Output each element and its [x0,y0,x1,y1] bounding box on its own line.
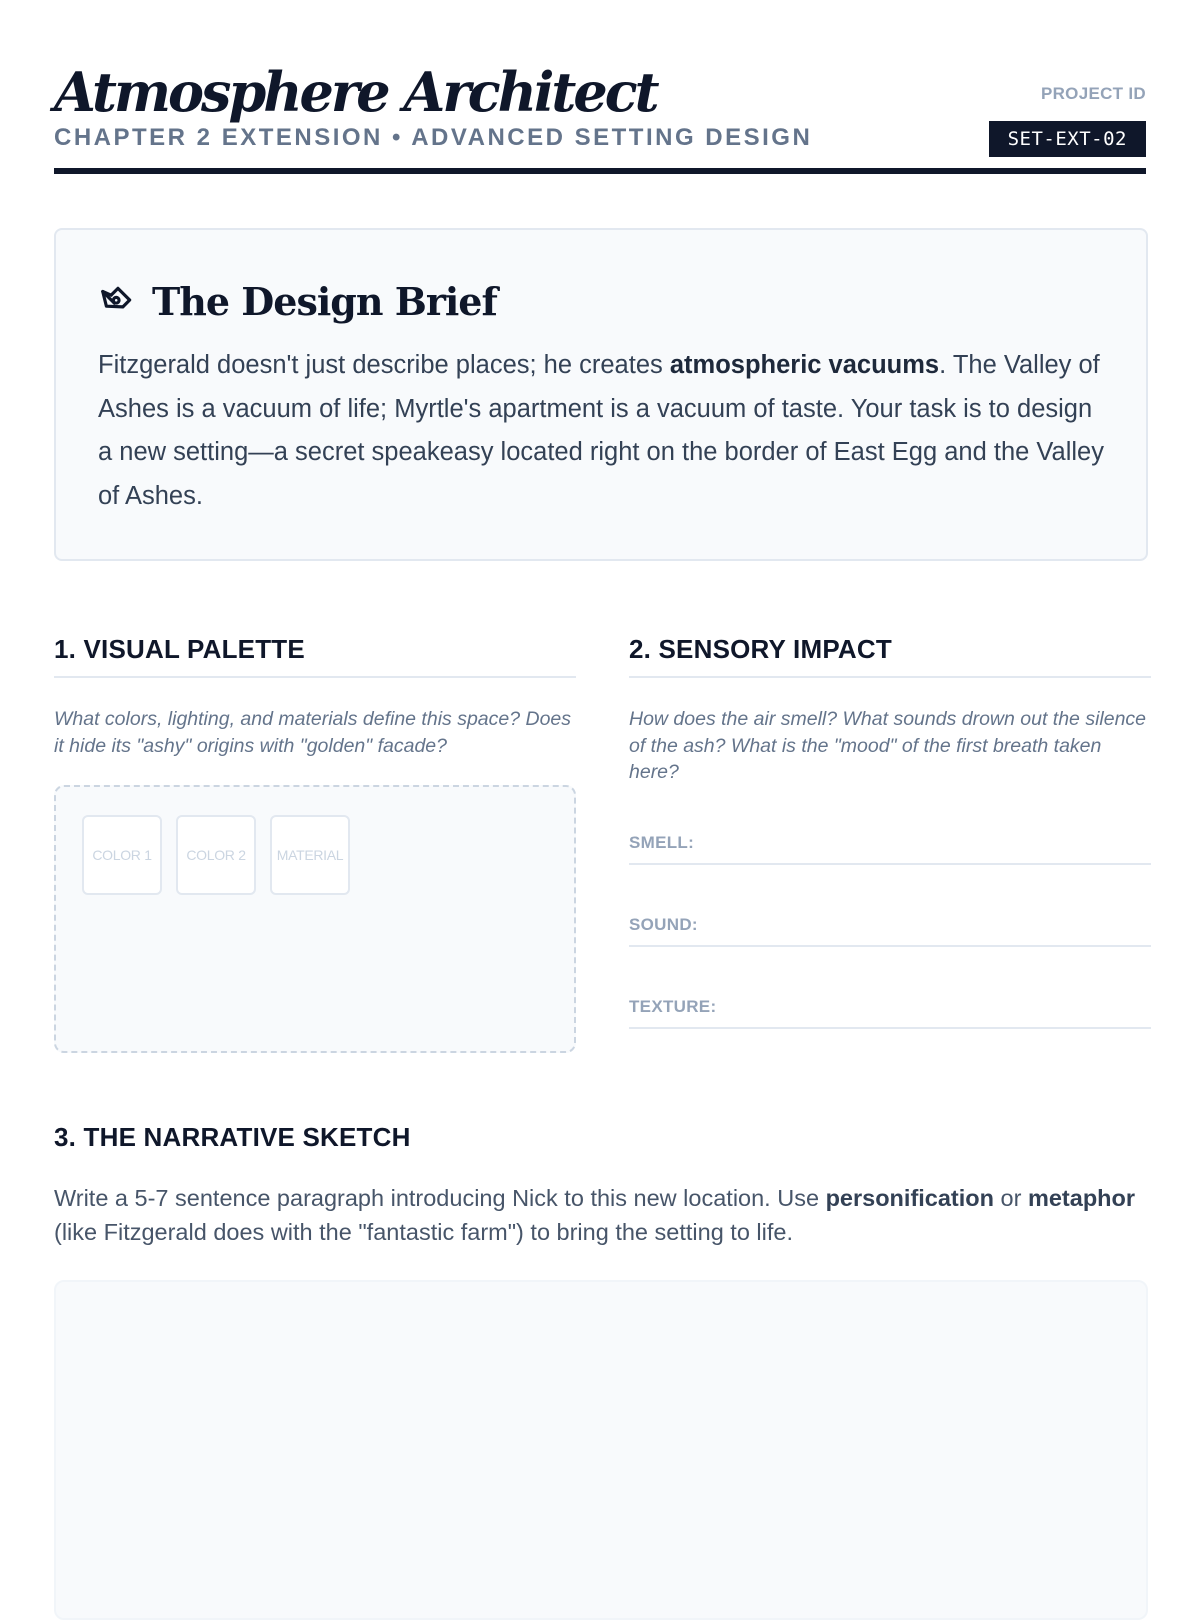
brief-text-part: . The Valley of Ashes is a vacuum of life; Myrtle's apartment is a vacuum of taste. Your task is to design a new setting—a secret speakeasy located right on the border of East Egg and the Valley of Ashes. [98,351,1104,510]
design-brief-text [98,344,1104,518]
page-title: Atmosphere Architect [54,60,657,124]
project-id-label: PROJECT ID [1040,84,1146,103]
sensory-impact-title: 2. SENSORY IMPACT [629,632,1151,678]
narrative-text-part: Write a 5-7 sentence paragraph introducing Nick to this new location. Use [54,1185,826,1211]
texture-label: TEXTURE: [629,997,717,1016]
texture-field[interactable] [629,993,1151,1029]
brief-text-part: Fitzgerald doesn't just describe places; he creates [98,351,670,379]
visual-palette-title: 1. VISUAL PALETTE [54,632,576,678]
visual-palette-section [54,632,576,863]
swatch-color-2[interactable]: COLOR 2 [176,815,256,895]
narrative-sketch-instructions [54,1182,1148,1249]
narrative-writing-area[interactable] [54,1280,1148,1620]
visual-palette-prompt: What colors, lighting, and materials define this space? Does it hide its "ashy" origins with "golden" facade? [54,708,572,757]
swatch-material[interactable]: MATERIAL [270,815,350,895]
narrative-sketch-section [54,1120,1148,1249]
smell-field[interactable] [629,829,1151,865]
sensory-impact-section [629,632,1151,1016]
page-header [54,60,1146,174]
design-brief-title: The Design Brief [152,278,497,324]
brief-text-emphasis: atmospheric vacuums [669,351,940,379]
palette-drop-area[interactable] [54,785,576,1053]
narrative-text-part: or [994,1185,1028,1211]
design-brief-header [98,272,1104,330]
project-id-badge: SET-EXT-02 [989,121,1146,157]
narrative-text-emphasis: personification [825,1185,994,1211]
narrative-text-emphasis: metaphor [1027,1185,1136,1211]
pen-nib-icon [98,282,136,320]
narrative-text-part: (like Fitzgerald does with the "fantastic farm") to bring the setting to life. [54,1218,793,1245]
sensory-impact-prompt: How does the air smell? What sounds drown out the silence of the ash? What is the "mood" of the first breath taken here? [629,708,1147,783]
smell-label: SMELL: [629,833,695,852]
sound-label: SOUND: [629,915,698,934]
page-subtitle: CHAPTER 2 EXTENSION • ADVANCED SETTING DESIGN [54,124,813,151]
design-brief-card [54,228,1148,561]
swatch-color-1[interactable]: COLOR 1 [82,815,162,895]
sound-field[interactable] [629,911,1151,947]
narrative-sketch-title: 3. THE NARRATIVE SKETCH [54,1122,411,1152]
